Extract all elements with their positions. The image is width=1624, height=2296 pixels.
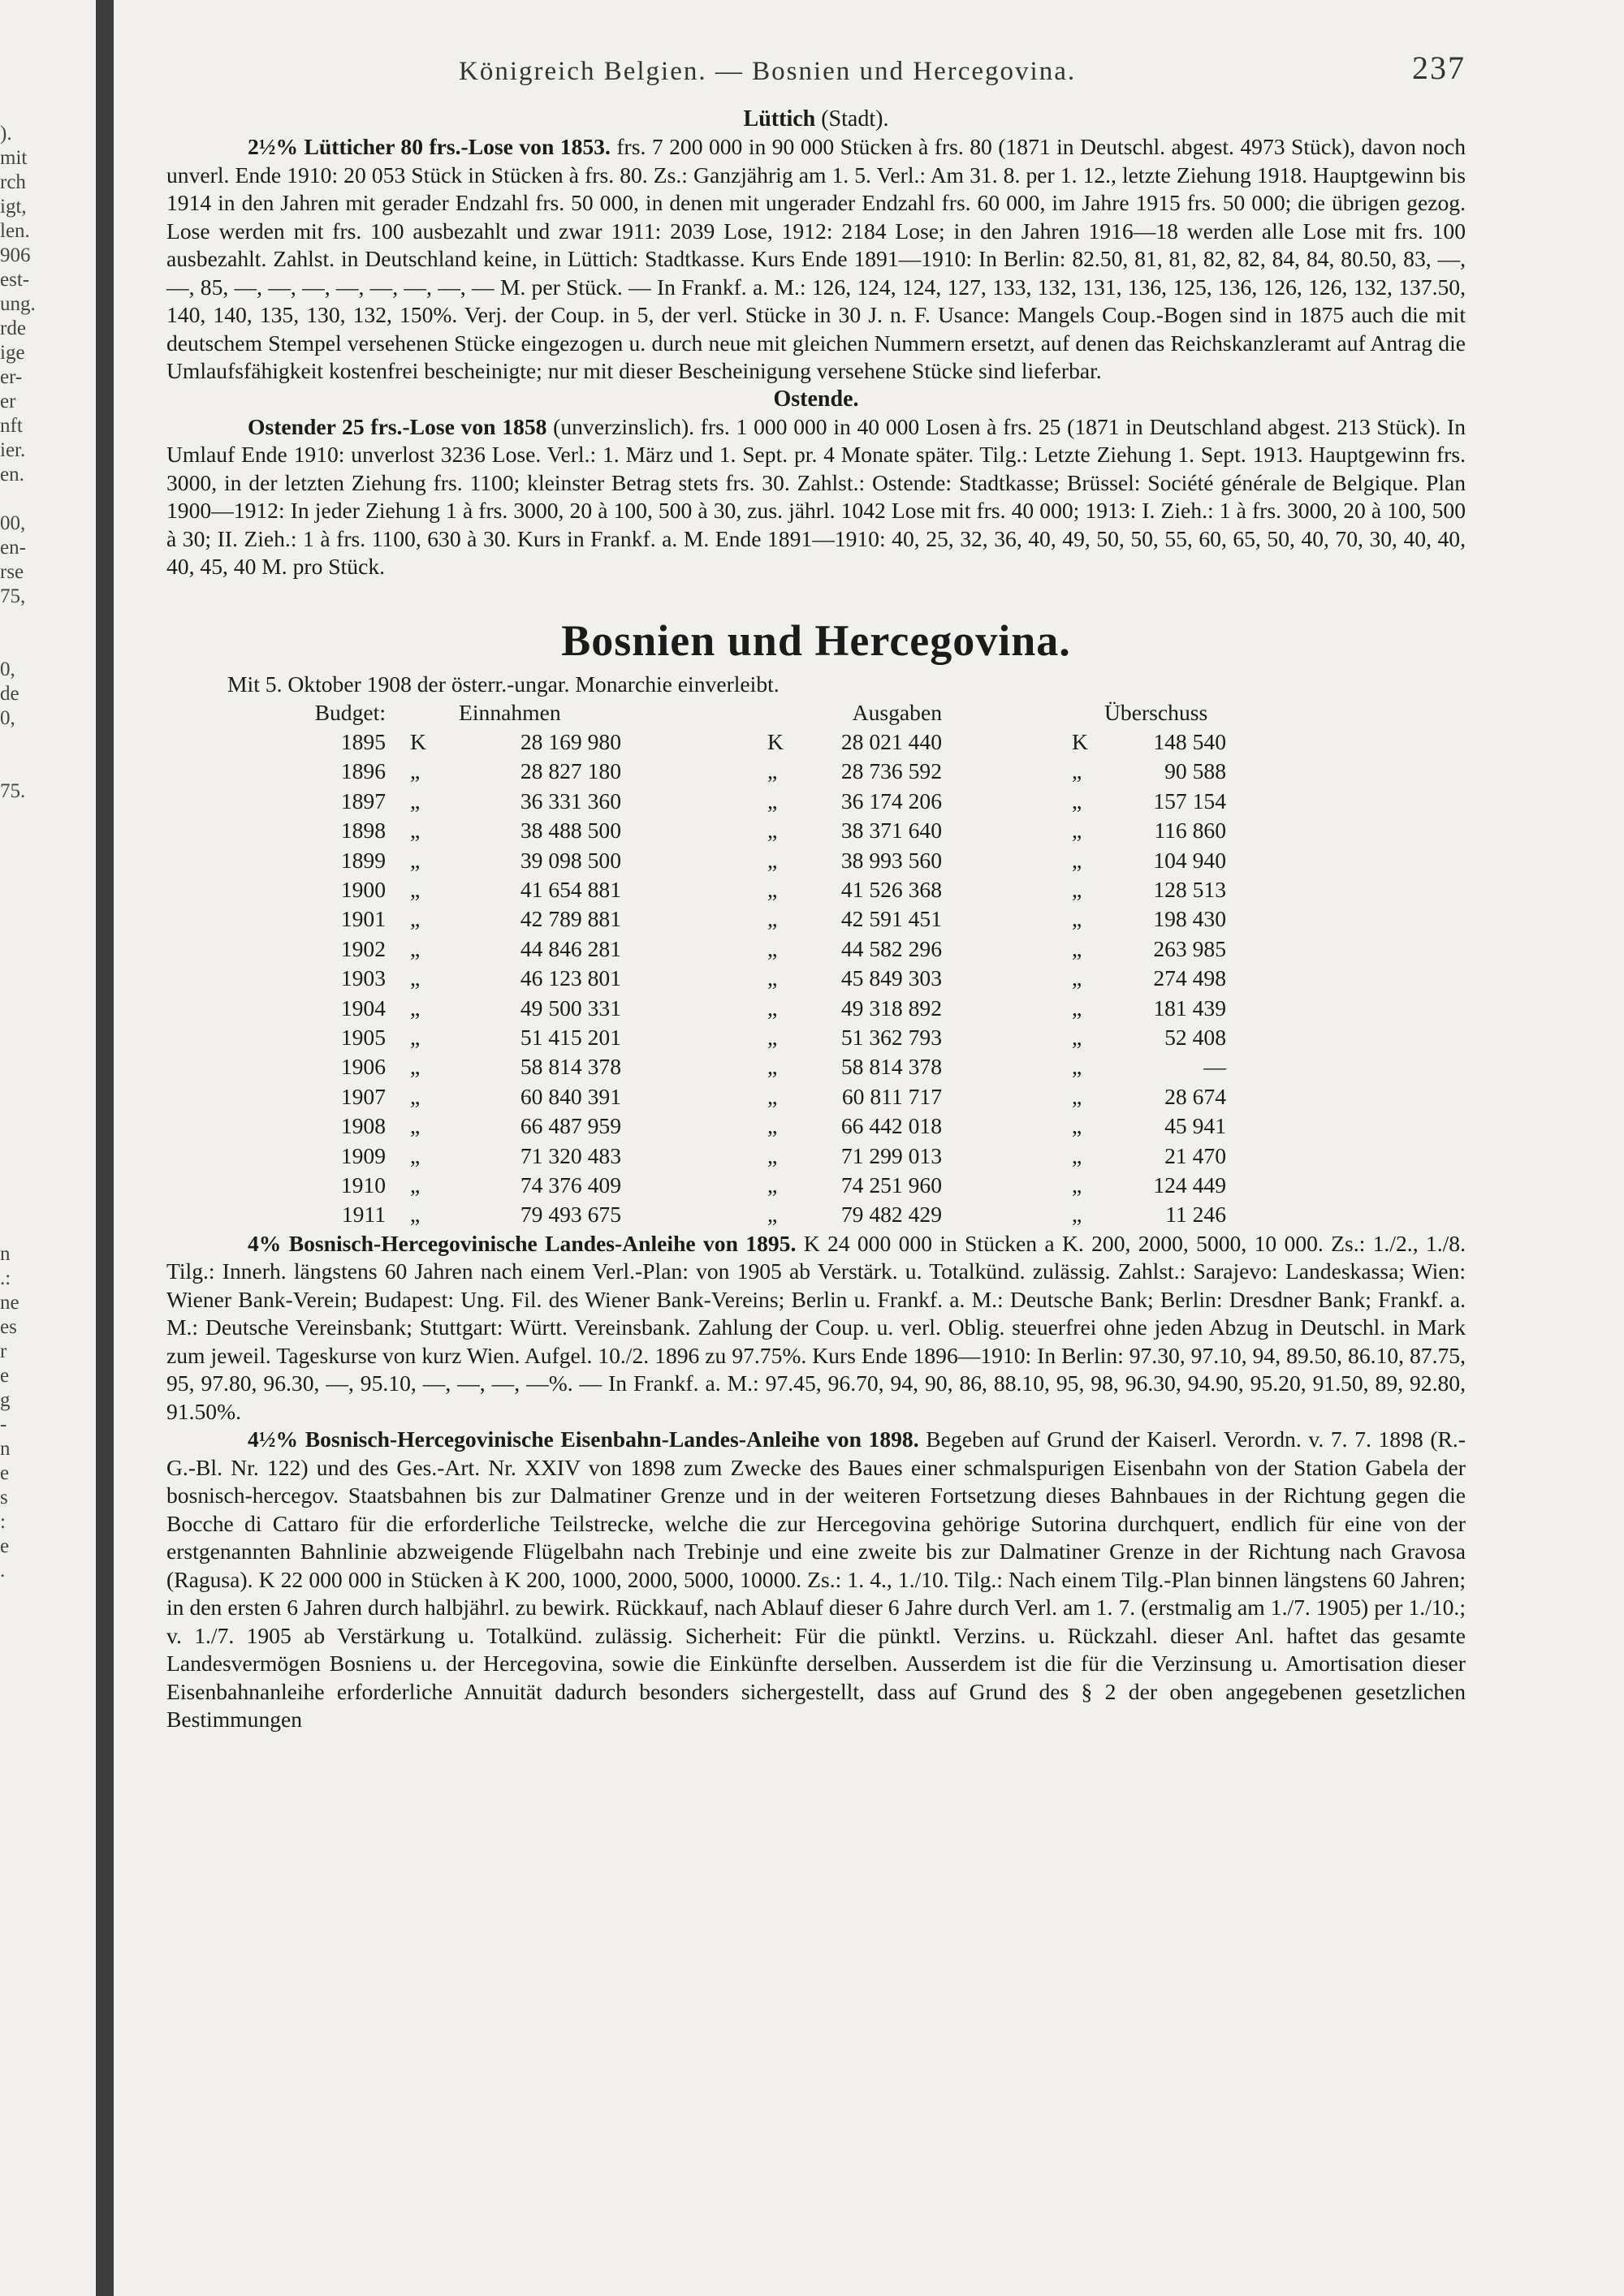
margin-fragment: e — [0, 1462, 10, 1484]
margin-fragment — [0, 1072, 49, 1096]
budget-year: 1909 — [340, 1142, 386, 1168]
margin-fragment: mit — [0, 147, 28, 169]
ueberschuss-value: 104 940 — [1153, 847, 1226, 873]
currency-mark: „ — [410, 818, 421, 844]
budget-year: 1899 — [340, 847, 386, 873]
budget-year: 1906 — [340, 1054, 386, 1080]
currency-mark: „ — [410, 1024, 421, 1050]
currency-mark: „ — [410, 995, 421, 1021]
margin-fragment: ier. — [0, 439, 26, 461]
ueberschuss-value: 116 860 — [1154, 818, 1226, 844]
budget-row — [264, 1200, 1226, 1229]
currency-mark: „ — [1072, 965, 1082, 991]
einnahmen-value: 79 493 675 — [520, 1202, 621, 1228]
heading-luettich-qualifier: (Stadt). — [815, 106, 889, 132]
ueberschuss-value: 52 408 — [1164, 1024, 1226, 1050]
budget-row — [264, 1142, 1226, 1171]
ausgaben-value: 60 811 717 — [841, 1083, 942, 1109]
paragraph-ostende-lose — [166, 413, 1466, 581]
budget-row — [264, 934, 1226, 964]
chapter-title: Bosnien und Hercegovina. — [561, 615, 1071, 665]
entry-text-eisenbahn-anleihe: Begeben auf Grund der Kaiserl. Verordn. v. 7. 7. 1898 (R.-G.-Bl. Nr. 122) und des Ges.-Art. Nr. XXIV von 1898 zum Zwecke des Baues einer schmalspurigen Eisenbahn von der Station Gabela der bosnisch-hercegov. Staatsbahnen bis zur Dalmatiner Grenze und in der weiteren Fortsetzung dieses Bahnbaues in der Richtung gegen die Bocche di Cattaro für die erforderliche Teilstrecke, welche die zur Hercegovina gehörige Sutorina durchquert, endlich für eine von der erstgenannten Bahnlinie abzweigende Flügelbahn nach Trebinje und eine zweite bis zur Dalmatiner Grenze in der Richtung nach Gravosa (Ragusa). K 22 000 000 in Stücken à K 200, 1000, 2000, 5000, 10000. Zs.: 1. 4., 1./10. Tilg.: Nach einem Tilg.-Plan binnen längstens 60 Jahren; in den ersten 6 Jahren durch halbjährl. zu bewirk. Rückkauf, nach Ablauf dieser 6 Jahre durch Verl. am 1. 7. (erstmalig am 1./7. 1905) per 1./10.; v. 1./7. 1905 ab Verstärkung u. Totalkünd. zulässig. Sicherheit: Für die pünktl. Verzins. u. Rückzahl. dieser Anl. haftet das gesamte Landesvermögen Bosniens u. der Hercegovina, sowie die Einkünfte derselben. Ausserdem ist die für die Verzinsung u. Amortisation dieser Eisenbahnanleihe erforderliche Annuität dadurch besonders sichergestellt, dass auf Grund des § 2 der oben angegebenen gesetzlichen Bestimmungen — [166, 1426, 1466, 1733]
margin-fragment — [0, 1145, 49, 1169]
ueberschuss-value: — — [1203, 1054, 1226, 1080]
einnahmen-value: 44 846 281 — [520, 935, 621, 961]
einnahmen-value: 28 169 980 — [520, 728, 621, 754]
margin-fragment — [0, 1096, 49, 1120]
margin-fragment: . — [0, 1560, 6, 1582]
currency-mark: „ — [1072, 1142, 1082, 1168]
running-head — [166, 49, 1466, 106]
entry-text-luettich: frs. 7 200 000 in 90 000 Stücken à frs. 80 (1871 in Deutschl. abgest. 4973 Stück), davon noch unverl. Ende 1910: 20 053 Stück in Stücken à frs. 80. Zs.: Ganzjährig am 1. 5. Verl.: Am 31. 8. per 1. 12., letzte Ziehung 1918. Hauptgewinn bis 1914 in den Jahren mit gerader Endzahl frs. 50 000, in denen mit ungerader Endzahl frs. 60 000, im Jahre 1915 frs. 50 000; die übrigen gezog. Lose werden mit frs. 100 ausbezahlt und zwar 1911: 2039 Lose, 1912: 2184 Lose; in den Jahren 1916—18 werden alle Lose mit frs. 100 ausbezahlt. Zahlst. in Deutschland keine, in Lüttich: Stadtkasse. Kurs Ende 1891—1910: In Berlin: 82.50, 81, 81, 82, 82, 84, 84, 80.50, 83, —, —, 85, —, —, —, —, —, —, —, — M. per Stück. — In Frankf. a. M.: 126, 124, 124, 127, 133, 132, 131, 136, 125, 136, 126, 126, 132, 137.50, 140, 140, 135, 130, 132, 150%. Verj. der Coup. in 5, der verl. Stücke in 30 J. n. F. Usance: Mangels Coup.-Bogen sind in 1875 auch die mit deutschem Stempel versehenen Stücke eingezogen u. durch neue mit gleichen Nummern ersetzt, auf denen das Reichskanzleramt auf Antrag die Umlaufsfähigkeit kostenfrei bescheinigte; nur mit dieser Bescheinigung versehene Stücke sind lieferbar. — [166, 134, 1466, 383]
margin-fragment: 00, — [0, 512, 26, 534]
ueberschuss-value: 90 588 — [1164, 758, 1226, 784]
margin-fragment: : — [0, 1511, 6, 1533]
budget-table — [264, 698, 1226, 1230]
page-number: 237 — [1412, 50, 1466, 86]
currency-mark: „ — [410, 965, 421, 991]
currency-mark: „ — [767, 965, 778, 991]
currency-mark: K — [410, 728, 426, 754]
margin-fragment — [0, 974, 49, 999]
book-page — [166, 49, 1466, 1734]
entry-text-landes-anleihe: K 24 000 000 in Stücken a K. 200, 2000, 5000, 10 000. Zs.: 1./2., 1./8. Tilg.: Innerh. längstens 60 Jahren nach einem Verl.-Plan: von 1905 ab Verstärk. u. Totalkünd. zulässig. Zahlst.: Sarajevo: Landeskassa; Wien: Wiener Bank-Verein; Budapest: Ung. Fil. des Wiener Bank-Vereins; Berlin u. Frankf. a. M.: Deutsche Bank; Berlin: Dresdner Bank; Frankf. a. M.: Deutsche Vereinsbank; Stuttgart: Württ. Vereinsbank. Zahlung der Coup. u. verl. Oblig. steuerfrei ohne jeden Abzug in Deutschl. in Mark zum jeweil. Tageskurse von kurz Wien. Aufgel. 10./2. 1896 zu 97.75%. Kurs Ende 1896—1910: In Berlin: 97.30, 97.10, 94, 89.50, 86.10, 87.75, 95, 97.80, 96.30, —, 95.10, —, —, —, —%. — In Frankf. a. M.: 97.45, 96.70, 94, 90, 86, 88.10, 95, 98, 96.30, 94.90, 95.20, 91.50, 89, 92.80, 91.50%. — [166, 1230, 1466, 1424]
currency-mark: „ — [1072, 876, 1082, 902]
budget-year: 1896 — [340, 758, 386, 784]
currency-mark: „ — [410, 1054, 421, 1080]
budget-row — [264, 994, 1226, 1023]
budget-row — [264, 1052, 1226, 1081]
ueberschuss-value: 274 498 — [1153, 965, 1226, 991]
margin-fragment: - — [0, 1413, 7, 1435]
currency-mark: „ — [1072, 1054, 1082, 1080]
ausgaben-value: 28 021 440 — [840, 728, 942, 754]
currency-mark: „ — [410, 1113, 421, 1139]
currency-mark: „ — [410, 758, 421, 784]
budget-row — [264, 1082, 1226, 1111]
currency-mark: „ — [1072, 1202, 1082, 1228]
budget-year: 1900 — [340, 876, 386, 902]
einnahmen-value: 38 488 500 — [520, 818, 621, 844]
margin-fragment — [0, 755, 49, 779]
left-margin-fragments — [0, 122, 49, 1583]
margin-fragment — [0, 852, 49, 877]
currency-mark: „ — [767, 1142, 778, 1168]
currency-mark: „ — [767, 758, 778, 784]
currency-mark: „ — [410, 935, 421, 961]
currency-mark: „ — [767, 788, 778, 814]
margin-fragment: n — [0, 1438, 11, 1460]
currency-mark: „ — [410, 1202, 421, 1228]
margin-fragment: rse — [0, 561, 24, 583]
currency-mark: „ — [1072, 788, 1082, 814]
margin-fragment: en. — [0, 464, 24, 486]
margin-fragment: er- — [0, 366, 23, 388]
margin-fragment — [0, 926, 49, 950]
currency-mark: „ — [767, 847, 778, 873]
margin-fragment: .: — [0, 1267, 11, 1289]
margin-fragment — [0, 1193, 49, 1218]
currency-mark: „ — [410, 876, 421, 902]
ausgaben-value: 58 814 378 — [840, 1054, 942, 1080]
entry-lead-landes-anleihe: 4% Bosnisch-Hercegovinische Landes-Anleihe von 1895. — [248, 1230, 797, 1256]
currency-mark: „ — [767, 876, 778, 902]
einnahmen-value: 71 320 483 — [520, 1142, 621, 1168]
margin-fragment — [0, 999, 49, 1023]
margin-fragment — [0, 828, 49, 852]
currency-mark: „ — [767, 818, 778, 844]
budget-row — [264, 727, 1226, 757]
heading-luettich-name: Lüttich — [743, 106, 816, 132]
budget-year: 1907 — [340, 1083, 386, 1109]
margin-fragment: 75. — [0, 780, 26, 802]
ausgaben-value: 41 526 368 — [840, 876, 942, 902]
margin-fragment: en- — [0, 537, 26, 559]
budget-year: 1910 — [340, 1172, 386, 1198]
budget-row — [264, 1111, 1226, 1141]
margin-fragment — [0, 1023, 49, 1047]
budget-row — [264, 816, 1226, 845]
margin-fragment: e — [0, 1535, 10, 1557]
currency-mark: „ — [1072, 1024, 1082, 1050]
margin-fragment: es — [0, 1316, 17, 1338]
currency-mark: „ — [1072, 995, 1082, 1021]
einnahmen-value: 66 487 959 — [520, 1113, 621, 1139]
budget-year: 1902 — [340, 935, 386, 961]
budget-year: 1897 — [340, 788, 386, 814]
ausgaben-value: 38 993 560 — [840, 847, 942, 873]
ueberschuss-value: 11 246 — [1165, 1202, 1226, 1228]
einnahmen-value: 36 331 360 — [520, 788, 621, 814]
currency-mark: „ — [1072, 847, 1082, 873]
budget-row — [264, 904, 1226, 934]
currency-mark: „ — [1072, 1113, 1082, 1139]
einnahmen-value: 51 415 201 — [520, 1024, 621, 1050]
entry-lead-eisenbahn-anleihe: 4½% Bosnisch-Hercegovinische Eisenbahn-Landes-Anleihe von 1898. — [248, 1426, 919, 1452]
einnahmen-value: 58 814 378 — [520, 1054, 621, 1080]
ueberschuss-value: 45 941 — [1164, 1113, 1226, 1139]
margin-fragment: 906 — [0, 244, 31, 266]
currency-mark: „ — [1072, 935, 1082, 961]
ueberschuss-value: 263 985 — [1153, 935, 1226, 961]
budget-row — [264, 1171, 1226, 1200]
margin-fragment: er — [0, 391, 16, 412]
margin-fragment: 0, — [0, 707, 15, 729]
entry-text-ostende: (unverzinslich). frs. 1 000 000 in 40 000 Losen à frs. 25 (1871 in Deutschland abgest. 213 Stück). In Umlauf Ende 1910: unverlost 3236 Lose. Verl.: 1. März und 1. Sept. pr. 4 Monate später. Tilg.: Letzte Ziehung 1. Sept. 1913. Hauptgewinn frs. 3000, in der letzten Ziehung frs. 1100; kleinster Betrag stets frs. 30. Zahlst.: Ostende: Stadtkasse; Brüssel: Société générale de Belgique. Plan 1900—1912: In jeder Ziehung 1 à frs. 3000, 20 à 100, 500 à 30, zus. jährl. 1042 Lose mit frs. 40 000; 1913: I. Zieh.: 1 à frs. 3000, 20 à 100, 500 à 30; II. Zieh.: 1 à frs. 1100, 630 à 30. Kurs in Frankf. a. M. Ende 1891—1910: 40, 25, 32, 36, 40, 49, 50, 50, 55, 60, 65, 50, 40, 70, 30, 40, 40, 40, 45, 40 M. pro Stück. — [166, 413, 1466, 579]
budget-row — [264, 1023, 1226, 1052]
ueberschuss-value: 21 470 — [1164, 1142, 1226, 1168]
einnahmen-value: 46 123 801 — [520, 965, 621, 991]
einnahmen-value: 41 654 881 — [520, 876, 621, 902]
margin-fragment: g — [0, 1389, 11, 1411]
section-heading-luettich — [166, 106, 1466, 133]
budget-row — [264, 846, 1226, 875]
ausgaben-value: 42 591 451 — [840, 906, 942, 932]
ausgaben-value: 51 362 793 — [840, 1024, 942, 1050]
ueberschuss-value: 181 439 — [1153, 995, 1226, 1021]
running-head-title: Königreich Belgien. — Bosnien und Hercegovina. — [459, 57, 1077, 86]
budget-year: 1903 — [340, 965, 386, 991]
budget-year: 1911 — [341, 1202, 386, 1228]
paragraph-landes-anleihe-1895 — [166, 1230, 1466, 1426]
margin-fragment — [0, 901, 49, 926]
margin-fragment: r — [0, 1340, 7, 1362]
budget-rows — [264, 727, 1226, 1230]
currency-mark: „ — [1072, 758, 1082, 784]
einnahmen-value: 74 376 409 — [520, 1172, 621, 1198]
margin-fragment: de — [0, 683, 19, 705]
margin-fragment — [0, 487, 49, 511]
margin-fragment: s — [0, 1487, 8, 1508]
ueberschuss-value: 148 540 — [1153, 728, 1226, 754]
entry-lead-luettich: 2½% Lütticher 80 frs.-Lose von 1853. — [248, 134, 611, 159]
margin-fragment — [0, 877, 49, 901]
currency-mark: „ — [767, 906, 778, 932]
margin-fragment — [0, 633, 49, 658]
margin-fragment: ige — [0, 342, 25, 364]
budget-year: 1901 — [340, 906, 386, 932]
currency-mark: „ — [767, 1113, 778, 1139]
margin-fragment — [0, 731, 49, 755]
currency-mark: „ — [1072, 1172, 1082, 1198]
budget-year: 1905 — [340, 1024, 386, 1050]
currency-mark: „ — [767, 1083, 778, 1109]
ausgaben-value: 74 251 960 — [840, 1172, 942, 1198]
budget-row — [264, 875, 1226, 904]
col-header-ausgaben: Ausgaben — [852, 699, 942, 725]
margin-fragment — [0, 1218, 49, 1242]
budget-year: 1898 — [340, 818, 386, 844]
einnahmen-value: 49 500 331 — [520, 995, 621, 1021]
budget-year: 1895 — [340, 728, 386, 754]
paragraph-eisenbahn-anleihe-1898 — [166, 1426, 1466, 1734]
einnahmen-value: 28 827 180 — [520, 758, 621, 784]
ausgaben-value: 28 736 592 — [840, 758, 942, 784]
currency-mark: „ — [767, 1054, 778, 1080]
budget-year: 1908 — [340, 1113, 386, 1139]
margin-fragment: 0, — [0, 658, 15, 680]
ueberschuss-value: 157 154 — [1153, 788, 1226, 814]
entry-lead-ostende: Ostender 25 frs.-Lose von 1858 — [248, 413, 547, 439]
einnahmen-value: 60 840 391 — [520, 1083, 621, 1109]
ausgaben-value: 45 849 303 — [840, 965, 942, 991]
budget-label: Budget: — [314, 699, 386, 725]
currency-mark: „ — [410, 788, 421, 814]
currency-mark: „ — [1072, 818, 1082, 844]
ueberschuss-value: 28 674 — [1164, 1083, 1226, 1109]
margin-fragment: est- — [0, 269, 30, 291]
ausgaben-value: 49 318 892 — [840, 995, 942, 1021]
budget-row — [264, 787, 1226, 816]
currency-mark: „ — [767, 935, 778, 961]
binding-edge — [96, 0, 114, 2296]
margin-fragment — [0, 1047, 49, 1072]
margin-fragment: ne — [0, 1292, 19, 1314]
col-header-ueberschuss: Überschuss — [1104, 699, 1208, 725]
paragraph-luettich-lose — [166, 133, 1466, 386]
chapter-subtitle: Mit 5. Oktober 1908 der österr.-ungar. Monarchie einverleibt. — [227, 671, 780, 697]
currency-mark: „ — [410, 1083, 421, 1109]
budget-header-row — [264, 698, 1226, 727]
ausgaben-value: 44 582 296 — [840, 935, 942, 961]
margin-fragment: nft — [0, 415, 23, 437]
margin-fragment: len. — [0, 220, 30, 242]
currency-mark: „ — [410, 1142, 421, 1168]
currency-mark: „ — [1072, 1083, 1082, 1109]
ausgaben-value: 38 371 640 — [840, 818, 942, 844]
ausgaben-value: 79 482 429 — [840, 1202, 942, 1228]
margin-fragment — [0, 950, 49, 974]
margin-fragment — [0, 609, 49, 633]
margin-fragment: e — [0, 1365, 10, 1387]
ausgaben-value: 66 442 018 — [840, 1113, 942, 1139]
margin-fragment: igt, — [0, 196, 27, 218]
margin-fragment — [0, 1169, 49, 1193]
currency-mark: „ — [410, 1172, 421, 1198]
ueberschuss-value: 128 513 — [1153, 876, 1226, 902]
margin-fragment: ung. — [0, 293, 36, 315]
ueberschuss-value: 124 449 — [1153, 1172, 1226, 1198]
margin-fragment: rch — [0, 171, 26, 193]
currency-mark: „ — [410, 847, 421, 873]
ausgaben-value: 71 299 013 — [840, 1142, 942, 1168]
einnahmen-value: 39 098 500 — [520, 847, 621, 873]
einnahmen-value: 42 789 881 — [520, 906, 621, 932]
margin-fragment: ). — [0, 123, 12, 145]
currency-mark: K — [767, 728, 784, 754]
budget-row — [264, 757, 1226, 786]
budget-year: 1904 — [340, 995, 386, 1021]
currency-mark: „ — [767, 995, 778, 1021]
ausgaben-value: 36 174 206 — [840, 788, 942, 814]
section-heading-ostende: Ostende. — [773, 386, 859, 412]
currency-mark: „ — [410, 906, 421, 932]
currency-mark: „ — [767, 1202, 778, 1228]
currency-mark: „ — [767, 1172, 778, 1198]
currency-mark: „ — [767, 1024, 778, 1050]
margin-fragment: n — [0, 1243, 11, 1265]
ueberschuss-value: 198 430 — [1153, 906, 1226, 932]
budget-row — [264, 964, 1226, 993]
margin-fragment: 75, — [0, 585, 26, 607]
margin-fragment — [0, 1120, 49, 1145]
margin-fragment: rde — [0, 317, 26, 339]
currency-mark: „ — [1072, 906, 1082, 932]
col-header-einnahmen: Einnahmen — [459, 699, 561, 725]
margin-fragment — [0, 804, 49, 828]
currency-mark: K — [1072, 728, 1088, 754]
